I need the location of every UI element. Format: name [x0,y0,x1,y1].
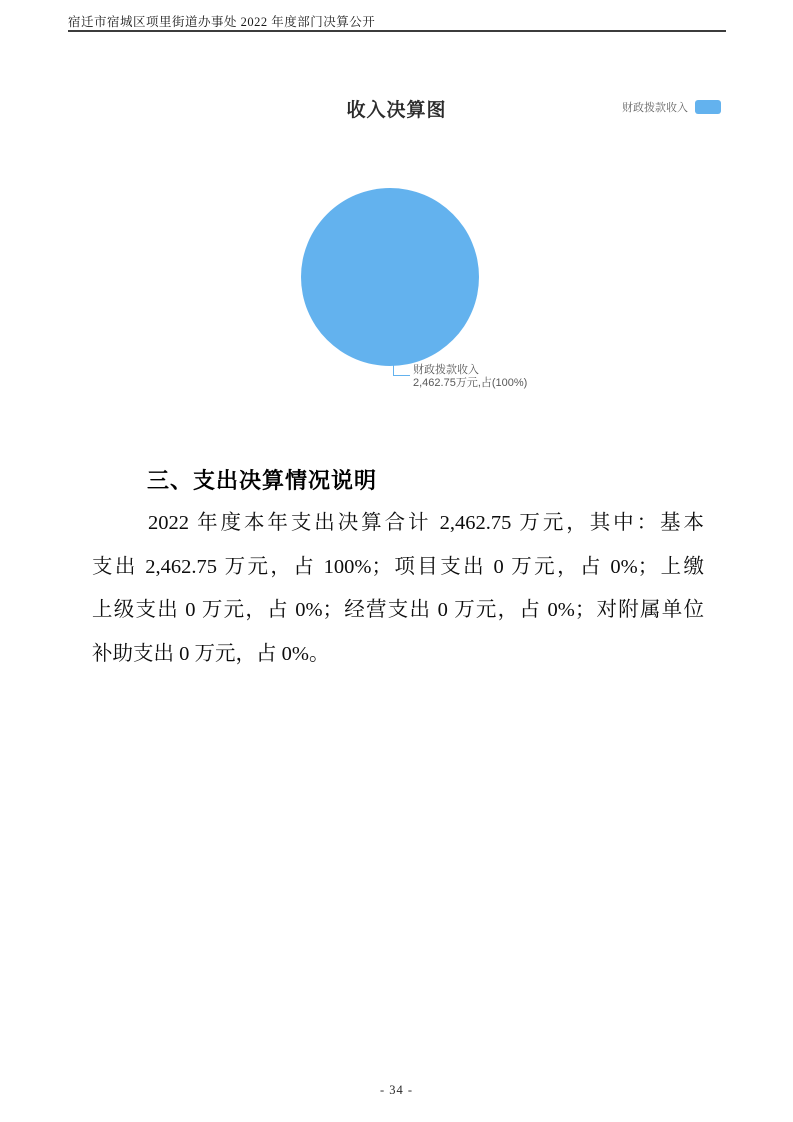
paragraph-line: 上级支出 0 万元，占 0%；经营支出 0 万元，占 0%；对附属单位 [92,599,704,621]
paragraph-line: 2022 年度本年支出决算合计 2,462.75 万元，其中：基本 [148,512,704,534]
legend-item-label: 财政拨款收入 [622,102,688,114]
document-header-title: 宿迁市宿城区项里街道办事处 2022 年度部门决算公开 [68,15,376,29]
income-pie-chart [0,85,793,405]
pie-callout-connector [393,357,410,376]
pie-callout-label-line2: 2,462.75万元,占(100%) [413,377,528,389]
chart-title: 收入决算图 [346,100,447,121]
expenditure-paragraph [92,502,704,676]
header-divider [68,30,726,32]
pie-callout-label [413,364,527,390]
legend-color-swatch [695,100,721,114]
paragraph-line: 补助支出 0 万元，占 0%。 [92,642,330,665]
chart-legend [622,99,721,115]
pie-callout-label-line1: 财政拨款收入 [413,364,479,376]
paragraph-line: 支出 2,462.75 万元，占 100%；项目支出 0 万元，占 0%；上缴 [92,555,704,578]
pie-slice-caizheng-bokuan [301,188,479,366]
page-number: - 34 - [379,1083,414,1097]
section-heading: 三、支出决算情况说明 [147,468,378,493]
